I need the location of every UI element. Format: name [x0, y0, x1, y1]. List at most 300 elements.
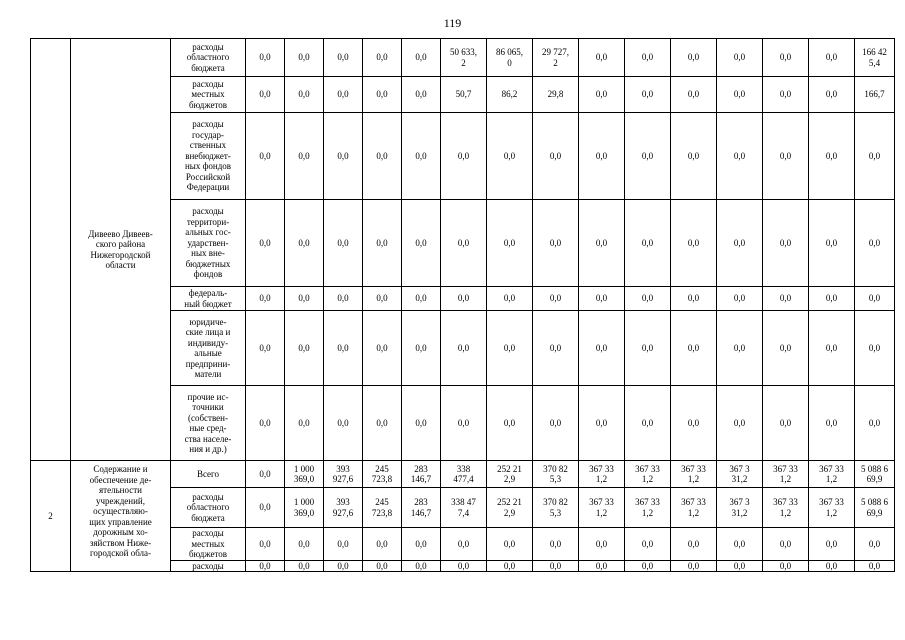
value-cell — [625, 287, 671, 311]
value-cell — [402, 113, 441, 200]
value-text: 0,0 — [457, 293, 470, 304]
value-cell — [855, 39, 895, 77]
value-cell — [671, 311, 717, 386]
value-text: 0,0 — [376, 342, 388, 353]
value-cell — [763, 488, 809, 528]
value-cell — [441, 287, 487, 311]
value-cell — [441, 386, 487, 461]
funding-source-line: юридиче- — [189, 316, 227, 327]
value-text: 0,0 — [457, 538, 470, 549]
value-text: 1,2 — [825, 474, 838, 484]
value-text: 0,0 — [259, 150, 271, 161]
value-text: 0,0 — [733, 342, 746, 353]
value-cell — [533, 528, 579, 561]
value-text: 0,0 — [641, 89, 654, 100]
value-text: 0,0 — [779, 342, 792, 353]
budget-table — [30, 38, 895, 572]
value-text: 0,0 — [733, 89, 746, 100]
value-text: 0,0 — [779, 237, 792, 248]
value-cell — [533, 488, 579, 528]
value-cell — [363, 488, 402, 528]
value-text: 0,0 — [376, 237, 388, 248]
value-text: 0,0 — [687, 560, 700, 571]
value-cell — [809, 287, 855, 311]
value-text: 0,0 — [298, 560, 310, 571]
funding-source — [171, 77, 246, 113]
value-cell — [855, 113, 895, 200]
funding-source-line: расходы — [192, 206, 224, 217]
value-text: 0,0 — [259, 538, 271, 549]
value-text: 367 3 — [729, 463, 750, 474]
value-text: 0,0 — [549, 538, 562, 549]
value-text: 0,0 — [376, 560, 388, 571]
funding-source — [171, 461, 246, 488]
activity-name-line: области — [105, 260, 136, 270]
value-text: 1,2 — [825, 507, 838, 518]
funding-source-line: ские лица и — [185, 327, 231, 337]
value-text: 0,0 — [415, 52, 427, 63]
value-text: 0,0 — [415, 417, 427, 428]
value-text: 367 33 — [773, 497, 798, 507]
value-cell — [441, 528, 487, 561]
funding-source — [171, 39, 246, 77]
value-cell — [671, 77, 717, 113]
value-cell — [625, 77, 671, 113]
value-text: 1 000 — [293, 497, 315, 507]
value-cell — [487, 287, 533, 311]
value-text: 0,0 — [825, 538, 838, 549]
value-cell — [579, 200, 625, 287]
funding-source-line: территори- — [186, 216, 230, 227]
value-cell — [579, 311, 625, 386]
value-cell — [763, 386, 809, 461]
value-text: 0,0 — [298, 150, 310, 161]
value-cell — [324, 113, 363, 200]
value-cell — [763, 461, 809, 488]
value-cell — [717, 488, 763, 528]
value-cell — [671, 39, 717, 77]
value-text: 0,0 — [259, 237, 271, 248]
funding-source-line: ния и др.) — [189, 444, 227, 454]
value-text: 0,0 — [595, 89, 608, 100]
value-text: 0,0 — [687, 89, 700, 100]
value-text: 0,0 — [641, 417, 654, 428]
value-cell — [763, 39, 809, 77]
funding-source-line: ственных — [189, 140, 227, 151]
funding-source-line: расходы — [192, 491, 224, 502]
value-text: 0,0 — [415, 560, 427, 571]
value-cell — [855, 488, 895, 528]
value-text: 367 33 — [681, 463, 706, 474]
activity-name-line: щих управление — [89, 516, 152, 527]
value-cell — [533, 311, 579, 386]
value-text: 0,0 — [503, 538, 516, 549]
value-text: 0,0 — [733, 538, 746, 549]
value-cell — [246, 287, 285, 311]
value-text: 29 727, — [542, 47, 569, 57]
value-text: 0,0 — [337, 342, 349, 353]
value-cell — [487, 461, 533, 488]
value-cell — [324, 528, 363, 561]
value-cell — [402, 39, 441, 77]
value-cell — [717, 77, 763, 113]
funding-source-line: областного — [186, 52, 230, 63]
value-text: 0,0 — [687, 417, 700, 428]
value-text: 477,4 — [453, 474, 474, 484]
funding-source-line: ные сред- — [189, 423, 227, 433]
value-text: 0,0 — [259, 342, 271, 353]
value-text: 0,0 — [457, 417, 470, 428]
value-text: 0,0 — [825, 560, 838, 571]
value-cell — [487, 311, 533, 386]
value-text: 0,0 — [733, 293, 746, 304]
value-cell — [441, 311, 487, 386]
value-cell — [533, 77, 579, 113]
value-cell — [533, 39, 579, 77]
value-text: 367 33 — [819, 497, 844, 507]
value-text: 2 — [553, 57, 558, 68]
value-text: 369,0 — [293, 474, 315, 484]
value-cell — [763, 77, 809, 113]
value-text: 0,0 — [298, 342, 310, 353]
value-cell — [324, 287, 363, 311]
value-text: 0,0 — [259, 293, 271, 304]
value-cell — [402, 488, 441, 528]
value-text: 0,0 — [337, 150, 349, 161]
value-cell — [246, 113, 285, 200]
value-text: 2,9 — [503, 474, 516, 484]
activity-name — [71, 461, 171, 572]
value-cell — [285, 200, 324, 287]
value-cell — [763, 560, 809, 572]
value-text: 0,0 — [825, 89, 838, 100]
value-text: 0,0 — [868, 150, 881, 161]
value-cell — [671, 200, 717, 287]
value-text: 5,4 — [868, 57, 881, 68]
value-text: 367 3 — [729, 497, 750, 507]
funding-source — [171, 200, 246, 287]
value-text: 0,0 — [687, 293, 700, 304]
value-text: 0,0 — [825, 417, 838, 428]
value-text: 367 33 — [635, 497, 660, 507]
value-text: 0,0 — [868, 293, 881, 304]
funding-source-line: местных — [191, 538, 225, 549]
value-cell — [246, 200, 285, 287]
value-text: 1,2 — [779, 474, 792, 484]
value-cell — [671, 386, 717, 461]
value-cell — [324, 386, 363, 461]
value-text: 283 — [414, 497, 428, 507]
value-cell — [487, 560, 533, 572]
value-text: 0,0 — [415, 89, 427, 100]
value-cell — [246, 386, 285, 461]
value-text: 50,7 — [455, 89, 472, 100]
value-text: 0,0 — [641, 560, 654, 571]
value-text: 2,9 — [503, 507, 516, 518]
value-cell — [671, 113, 717, 200]
value-cell — [246, 461, 285, 488]
value-text: 0,0 — [549, 342, 562, 353]
value-text: 0,0 — [641, 293, 654, 304]
value-cell — [363, 113, 402, 200]
value-text: 367 33 — [819, 463, 844, 474]
value-text: 0,0 — [337, 293, 349, 304]
value-cell — [625, 113, 671, 200]
value-text: 0,0 — [595, 293, 608, 304]
table-row — [31, 461, 895, 488]
value-text: 0,0 — [503, 293, 516, 304]
value-text: 0,0 — [595, 560, 608, 571]
value-cell — [246, 560, 285, 572]
value-text: 0,0 — [549, 150, 562, 161]
value-text: 0,0 — [415, 538, 427, 549]
value-cell — [324, 488, 363, 528]
value-text: 0,0 — [376, 293, 388, 304]
value-text: 50 633, — [450, 47, 477, 57]
value-text: 0,0 — [825, 342, 838, 353]
value-text: 0,0 — [503, 150, 516, 161]
value-cell — [763, 311, 809, 386]
value-cell — [809, 77, 855, 113]
value-cell — [487, 528, 533, 561]
funding-source-line: точники — [192, 402, 224, 412]
funding-source-line: внебюджет- — [185, 150, 231, 161]
value-cell — [809, 311, 855, 386]
value-text: 146,7 — [410, 474, 432, 484]
value-text: 0,0 — [595, 538, 608, 549]
value-cell — [809, 461, 855, 488]
value-text: 0,0 — [298, 538, 310, 549]
value-text: 723,8 — [371, 507, 393, 518]
value-cell — [363, 461, 402, 488]
value-text: 252 21 — [497, 497, 522, 507]
value-cell — [809, 488, 855, 528]
value-cell — [625, 461, 671, 488]
value-text: 1 000 — [293, 463, 315, 474]
value-text: 69,9 — [866, 474, 883, 484]
value-cell — [533, 560, 579, 572]
funding-source-line: прочие ис- — [187, 391, 229, 402]
value-text: 69,9 — [866, 507, 883, 518]
value-text: 338 — [456, 463, 471, 474]
value-text: 245 — [375, 463, 389, 474]
value-cell — [717, 528, 763, 561]
value-text: 5 088 6 — [861, 497, 888, 507]
funding-source-line: матели — [194, 369, 222, 379]
value-cell — [809, 113, 855, 200]
value-text: 367 33 — [773, 463, 798, 474]
value-text: 1,2 — [687, 507, 700, 518]
funding-source-line: индивиду- — [187, 337, 229, 348]
value-cell — [855, 560, 895, 572]
value-cell — [402, 528, 441, 561]
value-cell — [717, 113, 763, 200]
value-cell — [441, 461, 487, 488]
value-text: 0,0 — [376, 52, 388, 63]
funding-source-line: бюджетных — [185, 258, 231, 269]
value-text: 0,0 — [595, 237, 608, 248]
funding-source-line: расходы — [192, 560, 224, 571]
value-text: 0,0 — [259, 417, 271, 428]
value-text: 0,0 — [868, 538, 881, 549]
funding-source — [171, 311, 246, 386]
value-cell — [402, 311, 441, 386]
funding-source-line: Федерации — [186, 182, 230, 193]
value-cell — [441, 560, 487, 572]
value-text: 0,0 — [376, 150, 388, 161]
value-text: 252 21 — [497, 463, 522, 474]
value-cell — [625, 528, 671, 561]
value-text: 0,0 — [298, 293, 310, 304]
value-text: 0,0 — [259, 89, 271, 100]
value-cell — [763, 287, 809, 311]
value-cell — [855, 528, 895, 561]
activity-name-line: ского района — [95, 239, 146, 249]
value-text: 31,2 — [731, 507, 748, 518]
value-cell — [441, 488, 487, 528]
page-number: 119 — [443, 16, 462, 30]
value-text: 0,0 — [503, 417, 516, 428]
funding-source-line: (собствен- — [187, 412, 228, 423]
value-cell — [717, 311, 763, 386]
value-text: 5,3 — [549, 507, 562, 518]
activity-name-line: дорожным хо- — [93, 527, 148, 537]
value-cell — [579, 113, 625, 200]
value-cell — [324, 311, 363, 386]
value-text: 0,0 — [687, 150, 700, 161]
funding-source-line: расходы — [192, 119, 224, 130]
activity-name-line: осуществляю- — [93, 506, 148, 516]
funding-source-line: расходы — [192, 528, 224, 538]
value-text: 0,0 — [595, 150, 608, 161]
value-cell — [717, 560, 763, 572]
value-text: 0,0 — [641, 150, 654, 161]
value-text: 0,0 — [641, 52, 654, 63]
funding-source — [171, 560, 246, 572]
value-text: 0,0 — [337, 560, 349, 571]
value-cell — [402, 287, 441, 311]
value-cell — [363, 77, 402, 113]
value-cell — [487, 77, 533, 113]
value-text: 283 — [414, 463, 428, 474]
value-cell — [402, 386, 441, 461]
value-cell — [441, 200, 487, 287]
funding-source-line: ных вне- — [191, 248, 225, 259]
value-cell — [441, 77, 487, 113]
value-text: 166 42 — [862, 47, 887, 57]
value-text: 0,0 — [337, 417, 349, 428]
funding-source-line: ный бюджет — [184, 298, 232, 309]
value-cell — [533, 113, 579, 200]
value-text: 0,0 — [868, 560, 881, 571]
funding-source — [171, 287, 246, 311]
value-cell — [285, 311, 324, 386]
value-text: 370 82 — [543, 463, 568, 474]
value-cell — [717, 461, 763, 488]
value-text: 369,0 — [293, 507, 315, 518]
value-cell — [363, 528, 402, 561]
value-text: 0,0 — [337, 538, 349, 549]
value-text: 0,0 — [549, 237, 562, 248]
value-text: 0,0 — [457, 150, 470, 161]
value-text: 370 82 — [543, 497, 568, 507]
value-text: 338 47 — [451, 497, 476, 507]
value-cell — [855, 311, 895, 386]
value-text: 0,0 — [259, 52, 271, 63]
value-cell — [671, 528, 717, 561]
value-cell — [579, 488, 625, 528]
value-cell — [533, 200, 579, 287]
value-text: 1,2 — [641, 474, 654, 484]
value-text: 0,0 — [337, 237, 349, 248]
value-cell — [717, 386, 763, 461]
value-text: 0,0 — [687, 237, 700, 248]
value-text: 0,0 — [641, 342, 654, 353]
value-text: 0,0 — [259, 468, 271, 479]
value-text: 1,2 — [779, 507, 792, 518]
value-cell — [402, 560, 441, 572]
value-cell — [809, 39, 855, 77]
funding-source-line: ных фондов — [184, 161, 232, 172]
value-cell — [324, 200, 363, 287]
value-cell — [671, 560, 717, 572]
value-text: 0,0 — [259, 502, 271, 513]
value-text: 0,0 — [687, 342, 700, 353]
value-cell — [363, 386, 402, 461]
funding-source-line: бюджета — [191, 62, 225, 73]
value-text: 0,0 — [779, 293, 792, 304]
value-text: 0,0 — [457, 342, 470, 353]
value-text: 0,0 — [641, 538, 654, 549]
value-cell — [625, 386, 671, 461]
value-cell — [809, 528, 855, 561]
value-cell — [487, 39, 533, 77]
value-text: 0,0 — [298, 417, 310, 428]
value-text: 0,0 — [825, 52, 838, 63]
value-text: 1,2 — [687, 474, 700, 484]
value-cell — [487, 200, 533, 287]
value-cell — [285, 488, 324, 528]
value-text: 393 — [336, 497, 350, 507]
value-text: 0,0 — [779, 89, 792, 100]
value-cell — [625, 39, 671, 77]
value-text: 0,0 — [337, 52, 349, 63]
value-text: 0,0 — [733, 560, 746, 571]
value-text: 927,6 — [332, 507, 354, 518]
value-text: 0,0 — [825, 237, 838, 248]
value-cell — [579, 39, 625, 77]
activity-name-line: учреждений, — [95, 495, 145, 506]
value-text: 0,0 — [733, 52, 746, 63]
value-cell — [579, 287, 625, 311]
activity-name-line: Содержание и — [93, 464, 148, 474]
value-cell — [855, 77, 895, 113]
value-text: 0,0 — [503, 560, 516, 571]
value-cell — [246, 488, 285, 528]
value-text: 0,0 — [415, 342, 427, 353]
value-cell — [285, 461, 324, 488]
value-cell — [487, 113, 533, 200]
value-cell — [487, 386, 533, 461]
value-text: 0,0 — [549, 293, 562, 304]
table-row — [31, 39, 895, 77]
value-cell — [246, 77, 285, 113]
value-text: 0,0 — [457, 560, 470, 571]
value-text: 7,4 — [457, 507, 470, 518]
value-text: 86,2 — [501, 89, 518, 100]
activity-name-line: городской обла- — [89, 548, 152, 558]
value-cell — [402, 200, 441, 287]
